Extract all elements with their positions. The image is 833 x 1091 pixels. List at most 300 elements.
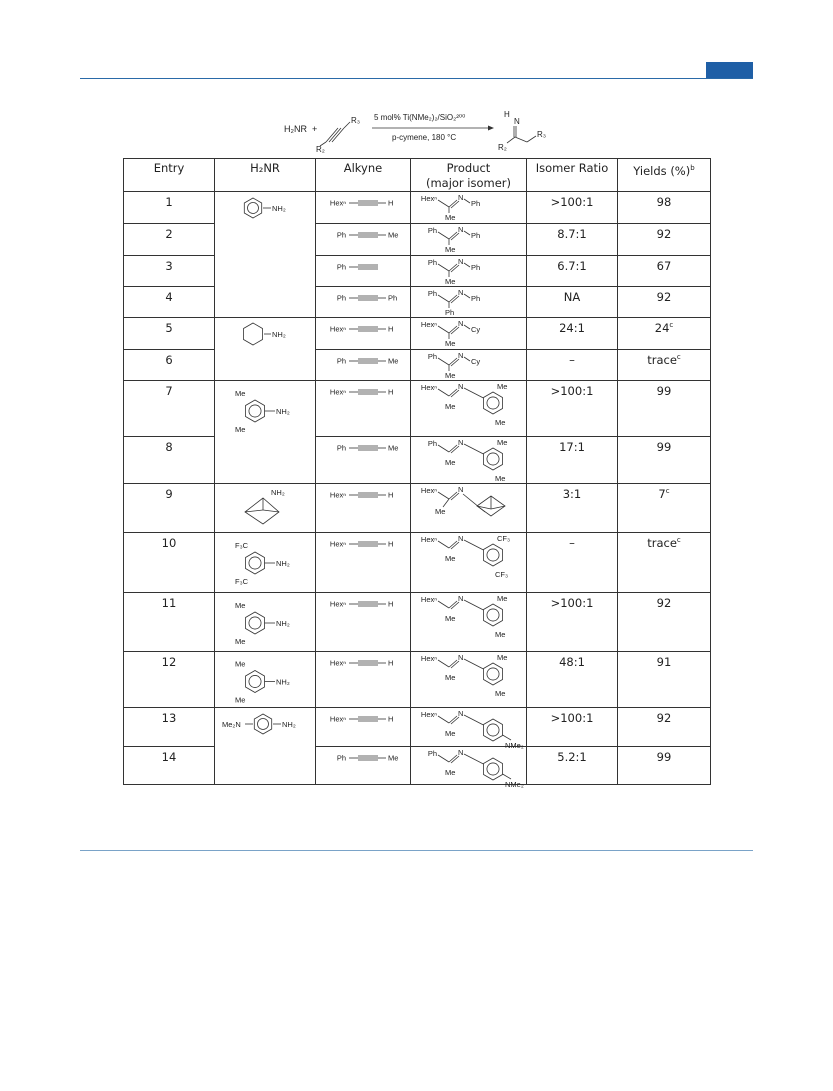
amine-structure: [215, 484, 315, 532]
amine-nh2: NH₂: [276, 559, 290, 568]
product-structure: [411, 593, 526, 650]
product-bond-left: [438, 389, 449, 396]
product-left-group: Ph: [427, 439, 437, 448]
header-alkyne: Alkyne: [316, 159, 411, 192]
ratio-cell: 5.2:1: [527, 747, 618, 785]
scheme-plus: +: [312, 124, 318, 134]
aromatic-circle: [249, 617, 261, 629]
aromatic-circle: [258, 719, 269, 730]
ratio-cell: 6.7:1: [527, 256, 618, 287]
table-row: [124, 224, 711, 256]
table-row: [124, 350, 711, 381]
alkyne-structure: [316, 224, 410, 246]
product-me-group: Me: [445, 371, 456, 380]
aromatic-circle: [487, 609, 499, 621]
product-me-group: Me: [435, 507, 446, 516]
entry-cell: 8: [124, 437, 215, 484]
yield-cell: [618, 192, 711, 224]
product-cell: [411, 256, 527, 287]
table-row: [124, 484, 711, 533]
product-bond-n: [464, 659, 483, 669]
product-bond-left: [438, 200, 449, 207]
alkyne-structure: [316, 484, 410, 506]
product-bond-n: [464, 231, 470, 235]
product-n-atom: N: [458, 257, 464, 266]
alkyne-cell: [316, 318, 411, 350]
table-row: [124, 708, 711, 747]
product-me-group: Me: [445, 673, 456, 682]
aromatic-circle: [487, 668, 499, 680]
yield-value: 99: [656, 440, 672, 454]
product-left-group: Hexⁿ: [420, 710, 437, 719]
alkyne-left-group: Ph: [336, 262, 346, 272]
product-ring-sub-2: Me: [495, 418, 506, 427]
header-yield: [618, 159, 711, 192]
product-bond-left: [438, 601, 449, 608]
amine-structure: [215, 652, 315, 707]
product-bond-n: [464, 754, 483, 764]
alkyne-left-group: Hexⁿ: [329, 539, 346, 549]
alkyne-left-group: Hexⁿ: [329, 658, 346, 668]
alkyne-cell: [316, 593, 411, 652]
product-cell: [411, 484, 527, 533]
product-ring-sub-2: CF₃: [495, 570, 509, 579]
scheme-product-ch2-bond: [515, 137, 527, 142]
header-product: [411, 159, 527, 192]
ratio-cell: NA: [527, 287, 618, 318]
substituted-aryl-ring: [246, 612, 265, 634]
amine-cell: [215, 318, 316, 381]
alkyne-cell: [316, 287, 411, 318]
alkyne-left-group: Ph: [336, 293, 346, 303]
aromatic-circle: [487, 549, 499, 561]
header-tab: [706, 62, 753, 78]
yield-cell: [618, 708, 711, 747]
table-row: [124, 287, 711, 318]
amine-nh2: NH₂: [276, 619, 290, 628]
product-aryl-ring: [484, 448, 503, 470]
amine-sub-top: Me: [235, 659, 246, 669]
alkyne-left-group: Ph: [336, 230, 346, 240]
product-left-group: Hexⁿ: [420, 383, 437, 392]
ratio-cell: –: [527, 350, 618, 381]
yield-value: 91: [656, 655, 672, 669]
amine-nh2: NH₂: [282, 720, 296, 729]
ratio-cell: >100:1: [527, 192, 618, 224]
aminoaryl-ring: [254, 714, 271, 734]
alkyne-structure: [316, 437, 410, 459]
product-n-atom: N: [458, 382, 464, 391]
product-cell: [411, 318, 527, 350]
scheme-product-r3-bond: [527, 136, 536, 142]
product-left-group: Ph: [427, 226, 437, 235]
yield-value: 67: [656, 259, 672, 273]
entry-cell: 6: [124, 350, 215, 381]
alkyne-right-group: Ph: [388, 293, 398, 303]
product-bond-n: [464, 357, 470, 361]
yield-cell: [618, 224, 711, 256]
product-left-group: Hexⁿ: [420, 486, 437, 495]
yield-footnote: c: [676, 353, 681, 362]
alkyne-right-group: H: [388, 387, 394, 397]
product-n-atom: N: [458, 288, 464, 297]
product-me-group: Me: [445, 402, 456, 411]
product-n-group: Ph: [471, 199, 481, 208]
alkyne-structure: [316, 350, 410, 372]
product-structure: [411, 708, 526, 750]
yield-cell: [618, 381, 711, 437]
product-cell: [411, 652, 527, 708]
amine-sub-top: Me: [235, 389, 246, 398]
aromatic-circle: [487, 397, 499, 409]
ratio-cell: >100:1: [527, 381, 618, 437]
product-n-atom: N: [458, 438, 464, 447]
entry-cell: 5: [124, 318, 215, 350]
product-bond-left: [438, 541, 449, 548]
product-ring-sub-2: Me: [495, 474, 506, 483]
yield-value: 92: [656, 596, 672, 610]
product-bond-n: [464, 199, 470, 203]
alkyne-structure: [316, 708, 410, 730]
amine-cell: [215, 381, 316, 484]
product-structure: [411, 287, 526, 316]
alkyne-right-group: H: [388, 658, 394, 668]
aromatic-circle: [248, 203, 259, 214]
scheme-alkyne-r3-bond: [344, 122, 350, 128]
product-me-group: Me: [445, 339, 456, 348]
product-n-group: Ph: [471, 263, 481, 272]
product-bond-left: [438, 232, 449, 239]
scheme-conditions-top: 5 mol% Ti(NMe₂)₂/SiO₂²⁰⁰: [374, 113, 466, 122]
product-bond-left: [438, 492, 449, 499]
yield-cell: [618, 318, 711, 350]
alkyne-cell: [316, 437, 411, 484]
amine-structure: [215, 593, 315, 649]
amine-nh2: NH₂: [272, 330, 286, 339]
alkyne-structure: [316, 533, 410, 555]
results-table: [123, 158, 711, 789]
entry-cell: 2: [124, 224, 215, 256]
alkyne-left-group: Hexⁿ: [329, 387, 346, 397]
product-structure: [411, 256, 526, 285]
product-me-group: Me: [445, 729, 456, 738]
product-me-group: Ph: [445, 308, 455, 317]
alkyne-structure: [316, 747, 410, 769]
product-structure: [411, 484, 526, 530]
alkyne-left-group: Hexⁿ: [329, 599, 346, 609]
product-me-group: Me: [445, 614, 456, 623]
amine-structure: [215, 192, 315, 248]
amine-nh2: NH₂: [272, 204, 286, 213]
yield-value: trace: [647, 353, 677, 367]
alkyne-right-group: Me: [388, 230, 399, 240]
ratio-cell: 17:1: [527, 437, 618, 484]
yield-cell: [618, 350, 711, 381]
yield-cell: [618, 652, 711, 708]
product-me-group: Me: [445, 554, 456, 563]
table-row: [124, 192, 711, 224]
alkyne-structure: [316, 192, 410, 214]
yield-cell: [618, 747, 711, 785]
alkyne-right-group: Me: [388, 356, 399, 366]
yield-cell: [618, 533, 711, 593]
product-bond-left: [438, 358, 449, 365]
alkyne-cell: [316, 747, 411, 785]
product-structure: [411, 192, 526, 222]
scheme-arrow-head: [488, 126, 494, 131]
yield-value: 7: [658, 487, 666, 501]
scheme-amine: H₂NR: [284, 124, 307, 134]
product-n-atom: N: [458, 351, 464, 360]
table-row: [124, 593, 711, 652]
alkyne-right-group: Me: [388, 753, 399, 763]
product-left-group: Ph: [427, 352, 437, 361]
product-bond-left: [438, 716, 449, 723]
aromatic-circle: [487, 453, 499, 465]
product-cell: [411, 533, 527, 593]
product-cell: [411, 381, 527, 437]
product-bond-left: [438, 660, 449, 667]
scheme-r3: R₃: [351, 116, 361, 125]
scheme-alkyne-bond-c: [332, 128, 344, 142]
entry-cell: 7: [124, 381, 215, 437]
yield-cell: [618, 593, 711, 652]
product-left-group: Hexⁿ: [420, 320, 437, 329]
alkyne-cell: [316, 350, 411, 381]
yield-value: trace: [647, 536, 677, 550]
product-me-group: Me: [445, 245, 456, 254]
ratio-cell: 3:1: [527, 484, 618, 533]
alkyne-structure: [316, 287, 410, 309]
product-structure: [411, 747, 526, 789]
product-n-atom: N: [458, 319, 464, 328]
product-n-atom: N: [458, 225, 464, 234]
alkyne-cell: [316, 381, 411, 437]
alkyne-cell: [316, 484, 411, 533]
product-bond-n: [464, 388, 483, 398]
yield-cell: [618, 256, 711, 287]
yield-value: 99: [656, 384, 672, 398]
header-yield-text: Yields (%): [633, 163, 691, 178]
product-bond-left: [438, 326, 449, 333]
product-n-atom: N: [458, 534, 464, 543]
aromatic-circle: [249, 405, 261, 417]
ratio-cell: –: [527, 533, 618, 593]
yield-value: 98: [656, 195, 672, 209]
amine-nh2: NH₂: [276, 407, 290, 416]
entry-cell: 14: [124, 747, 215, 785]
header-ratio: Isomer Ratio: [527, 159, 618, 192]
product-ring-sub-1: Me: [497, 438, 508, 447]
product-left-group: Hexⁿ: [420, 654, 437, 663]
product-bond-sub: [503, 774, 511, 779]
amine-sub-bottom: F₃C: [235, 577, 249, 586]
amine-structure: [215, 318, 315, 374]
yield-value: 92: [656, 711, 672, 725]
product-ring-sub-1: Me: [497, 653, 508, 662]
alkyne-cell: [316, 224, 411, 256]
amine-cell: [215, 652, 316, 708]
aromatic-circle: [487, 763, 499, 775]
amine-structure: [215, 381, 315, 437]
amine-sub-top: F₃C: [235, 541, 249, 550]
product-cell: [411, 287, 527, 318]
amine-cell: [215, 533, 316, 593]
yield-cell: [618, 437, 711, 484]
product-me-group: Me: [445, 768, 456, 777]
product-cell: [411, 747, 527, 789]
scheme-product-r3: R₃: [537, 130, 547, 139]
product-n-atom: N: [458, 594, 464, 603]
product-n-group: Cy: [471, 357, 481, 366]
product-left-group: Hexⁿ: [420, 535, 437, 544]
ratio-cell: >100:1: [527, 708, 618, 747]
product-structure: [411, 381, 526, 435]
amine-sub-bottom: Me: [235, 637, 246, 646]
yield-footnote: c: [669, 321, 674, 330]
alkyne-left-group: Hexⁿ: [329, 324, 346, 334]
product-bond-n: [464, 325, 470, 329]
aromatic-circle: [249, 557, 261, 569]
product-n-atom: N: [458, 193, 464, 202]
product-bond-n: [464, 444, 483, 454]
product-structure: [411, 533, 526, 591]
amine-structure: [215, 708, 315, 764]
scheme-product-r2-bond: [507, 137, 515, 143]
entry-cell: 1: [124, 192, 215, 224]
alkyne-structure: [316, 593, 410, 615]
ratio-cell: >100:1: [527, 593, 618, 652]
product-left-group: Hexⁿ: [420, 194, 437, 203]
reaction-scheme-svg: [280, 106, 570, 156]
product-structure: [411, 318, 526, 348]
reaction-scheme: [280, 106, 570, 156]
alkyne-structure: [316, 652, 410, 674]
product-cell: [411, 350, 527, 381]
yield-value: 99: [656, 750, 672, 764]
product-ring-sub-1: CF₃: [497, 534, 511, 543]
product-n-group: Ph: [471, 231, 481, 240]
ratio-cell: 8.7:1: [527, 224, 618, 256]
amine-sub-bottom: Me: [235, 425, 246, 434]
entry-cell: 13: [124, 708, 215, 747]
product-me-group: Me: [445, 458, 456, 467]
amine-cell: [215, 484, 316, 533]
alkyne-left-group: Ph: [336, 443, 346, 453]
yield-cell: [618, 484, 711, 533]
header-rule: [80, 78, 753, 79]
yield-value: 92: [656, 227, 672, 241]
product-structure: [411, 350, 526, 379]
product-bond-n: [464, 715, 483, 725]
table-row: [124, 318, 711, 350]
table-row: [124, 533, 711, 593]
product-bond-left: [438, 295, 449, 302]
yield-cell: [618, 287, 711, 318]
product-aryl-ring: [484, 544, 503, 566]
entry-cell: 12: [124, 652, 215, 708]
header-amine: H₂NR: [215, 159, 316, 192]
entry-cell: 9: [124, 484, 215, 533]
alkyne-right-group: H: [388, 198, 394, 208]
table-header-row: [124, 159, 711, 192]
aniline-ring: [244, 198, 261, 218]
product-left-group: Ph: [427, 258, 437, 267]
alkyne-cell: [316, 192, 411, 224]
product-ring-sub-1: Me: [497, 594, 508, 603]
table-row: [124, 437, 711, 484]
product-bond-n: [464, 263, 470, 267]
product-structure: [411, 652, 526, 705]
alkyne-structure: [316, 318, 410, 340]
product-ring-sub-2: Me: [495, 630, 506, 639]
entry-cell: 11: [124, 593, 215, 652]
product-me-group: Me: [445, 213, 456, 222]
product-cell: [411, 708, 527, 750]
entry-cell: 10: [124, 533, 215, 593]
product-n-atom: N: [458, 653, 464, 662]
product-n-atom: N: [458, 748, 464, 757]
alkyne-cell: [316, 533, 411, 593]
amine-structure: [215, 533, 315, 589]
entry-cell: 3: [124, 256, 215, 287]
header-product-line1: Product: [446, 161, 491, 175]
product-ring-sub-2: Me: [495, 689, 506, 698]
product-n-atom: N: [458, 709, 464, 718]
amine-nh2: NH₂: [276, 677, 290, 687]
footer-rule: [80, 850, 753, 851]
product-structure: [411, 224, 526, 254]
alkyne-cell: [316, 708, 411, 747]
product-bond-n: [464, 294, 470, 298]
product-aryl-ring: [484, 719, 503, 741]
amine-cell: [215, 593, 316, 652]
alkyne-structure: [316, 381, 410, 403]
amine-sub-top: Me: [235, 601, 246, 610]
yield-value: 24: [654, 321, 670, 335]
product-ring-sub-1: Me: [497, 382, 508, 391]
alkyne-cell: [316, 256, 411, 287]
aromatic-circle: [249, 675, 261, 687]
aromatic-circle: [487, 724, 499, 736]
product-aryl-ring: [484, 604, 503, 626]
ratio-cell: 48:1: [527, 652, 618, 708]
alkyne-left-group: Hexⁿ: [329, 490, 346, 500]
alkyne-right-group: H: [388, 599, 394, 609]
product-aryl-ring: [484, 758, 503, 780]
scheme-conditions-bottom: p-cymene, 180 °C: [392, 133, 457, 142]
cyclohexyl-ring: [244, 323, 263, 345]
product-cell: [411, 593, 527, 652]
product-cell: [411, 437, 527, 484]
product-left-group: Hexⁿ: [420, 595, 437, 604]
table-row: [124, 652, 711, 708]
product-bond-n: [464, 600, 483, 610]
product-left-group: Ph: [427, 749, 437, 758]
product-ring-sub: NMe₂: [505, 741, 524, 750]
product-left-group: Ph: [427, 289, 437, 298]
alkyne-right-group: H: [388, 490, 394, 500]
amine-sub-bottom: Me: [235, 695, 246, 705]
header-yield-sup: b: [690, 164, 695, 172]
ratio-cell: 24:1: [527, 318, 618, 350]
alkyne-structure: [316, 256, 410, 278]
table-row: [124, 256, 711, 287]
alkyne-left-group: Hexⁿ: [329, 714, 346, 724]
table-row: [124, 381, 711, 437]
alkyne-left-group: Ph: [336, 753, 346, 763]
scheme-r2: R₂: [316, 145, 325, 154]
